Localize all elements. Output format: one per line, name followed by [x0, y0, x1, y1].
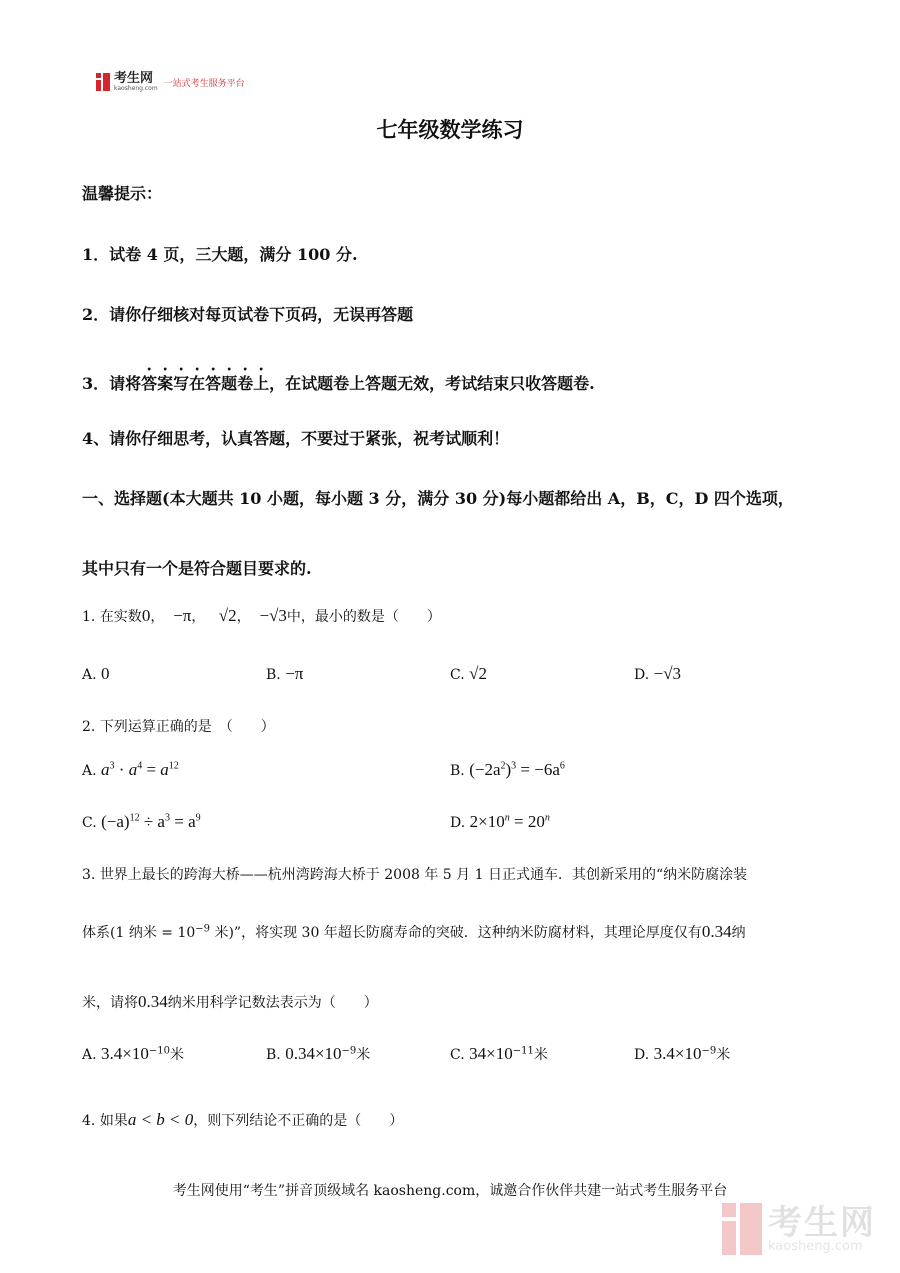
q1-option-c[interactable]: C. √2: [450, 664, 487, 683]
q2-option-c[interactable]: C. $(-a)^{12} \div a^3 = a^9$: [82, 812, 201, 831]
q3-option-b[interactable]: B. $0.34\times 10^{-9}$米: [266, 1044, 371, 1063]
section-1-heading: 一、选择题(本大题共 10 小题，每小题 3 分，满分 30 分)每小题都给出 A，B，C，D 四个选项，: [82, 489, 794, 508]
section-1-heading-cont: 其中只有一个是符合题目要求的.: [82, 559, 312, 578]
question-3: 3. 世界上最长的跨海大桥——杭州湾跨海大桥于 2008 年 5 月 1 日正式通车．其创新采用的“纳米防腐涂装: [82, 867, 748, 883]
q3-option-d[interactable]: D. $3.4\times 10^{-9}$米: [634, 1044, 731, 1063]
logo-name: 考生网: [114, 71, 154, 86]
kaosheng-logo-icon: [96, 73, 110, 91]
watermark-domain: kaosheng.com: [768, 1238, 863, 1254]
question-1: 1. 在实数0， −π， √2， −√3中，最小的数是（ ）: [82, 606, 441, 625]
question-4: 4. 如果a < b < 0，则下列结论不正确的是（ ）: [82, 1110, 404, 1129]
question-2: 2. 下列运算正确的是 （ ）: [82, 719, 275, 735]
kaosheng-watermark-icon: [722, 1203, 762, 1255]
page-footer: 考生网使用“考生”拼音顶级域名 kaosheng.com，诚邀合作伙伴共建一站式考生服务平台: [172, 1183, 728, 1199]
tip-3-emphasis: 答案写在答题卷上: [141, 374, 270, 393]
q1-option-b[interactable]: B. −π: [266, 664, 304, 683]
q1-option-a[interactable]: A. 0: [82, 664, 110, 683]
watermark-name: 考生网: [768, 1202, 876, 1243]
tip-2: 2．请你仔细核对每页试卷下页码，无误再答题: [82, 305, 414, 324]
q3-option-a[interactable]: A. $3.4\times 10^{-10}$米: [82, 1044, 184, 1063]
q1-option-d[interactable]: D. −√3: [634, 664, 682, 683]
watermark-logo: [722, 1203, 876, 1255]
q2-option-a[interactable]: A. $a^3 \cdot a^4 = a^{12}$: [82, 760, 179, 779]
page-title: 七年级数学练习: [376, 117, 524, 142]
tip-4: 4、请你仔细思考，认真答题，不要过于紧张，祝考试顺利！: [82, 429, 510, 448]
q2-option-d[interactable]: D. $2\times 10^n = 20^n$: [450, 812, 550, 831]
header-logo: [96, 72, 245, 92]
tip-3: 3．请将答案写在答题卷上，在试题卷上答题无效，考试结束只收答题卷.: [82, 374, 595, 393]
logo-domain: kaosheng.com: [114, 85, 158, 92]
q3-option-c[interactable]: C. $34\times 10^{-11}$米: [450, 1044, 548, 1063]
q2-option-b[interactable]: B. $(-2a^2)^3 = -6a^6$: [450, 760, 565, 779]
question-3-line-2: 体系(1 纳米 = $10^{-9}$ 米)”，将实现 30 年超长防腐寿命的突破．这种纳米防腐材料，其理论厚度仅有0.34纳: [82, 922, 746, 941]
tip-1: 1．试卷 4 页，三大题，满分 100 分.: [82, 245, 358, 264]
question-3-line-3: 米，请将0.34纳米用科学记数法表示为（ ）: [82, 992, 378, 1011]
tips-heading: 温馨提示：: [82, 184, 163, 203]
logo-slogan: 一站式考生服务平台: [163, 78, 245, 89]
